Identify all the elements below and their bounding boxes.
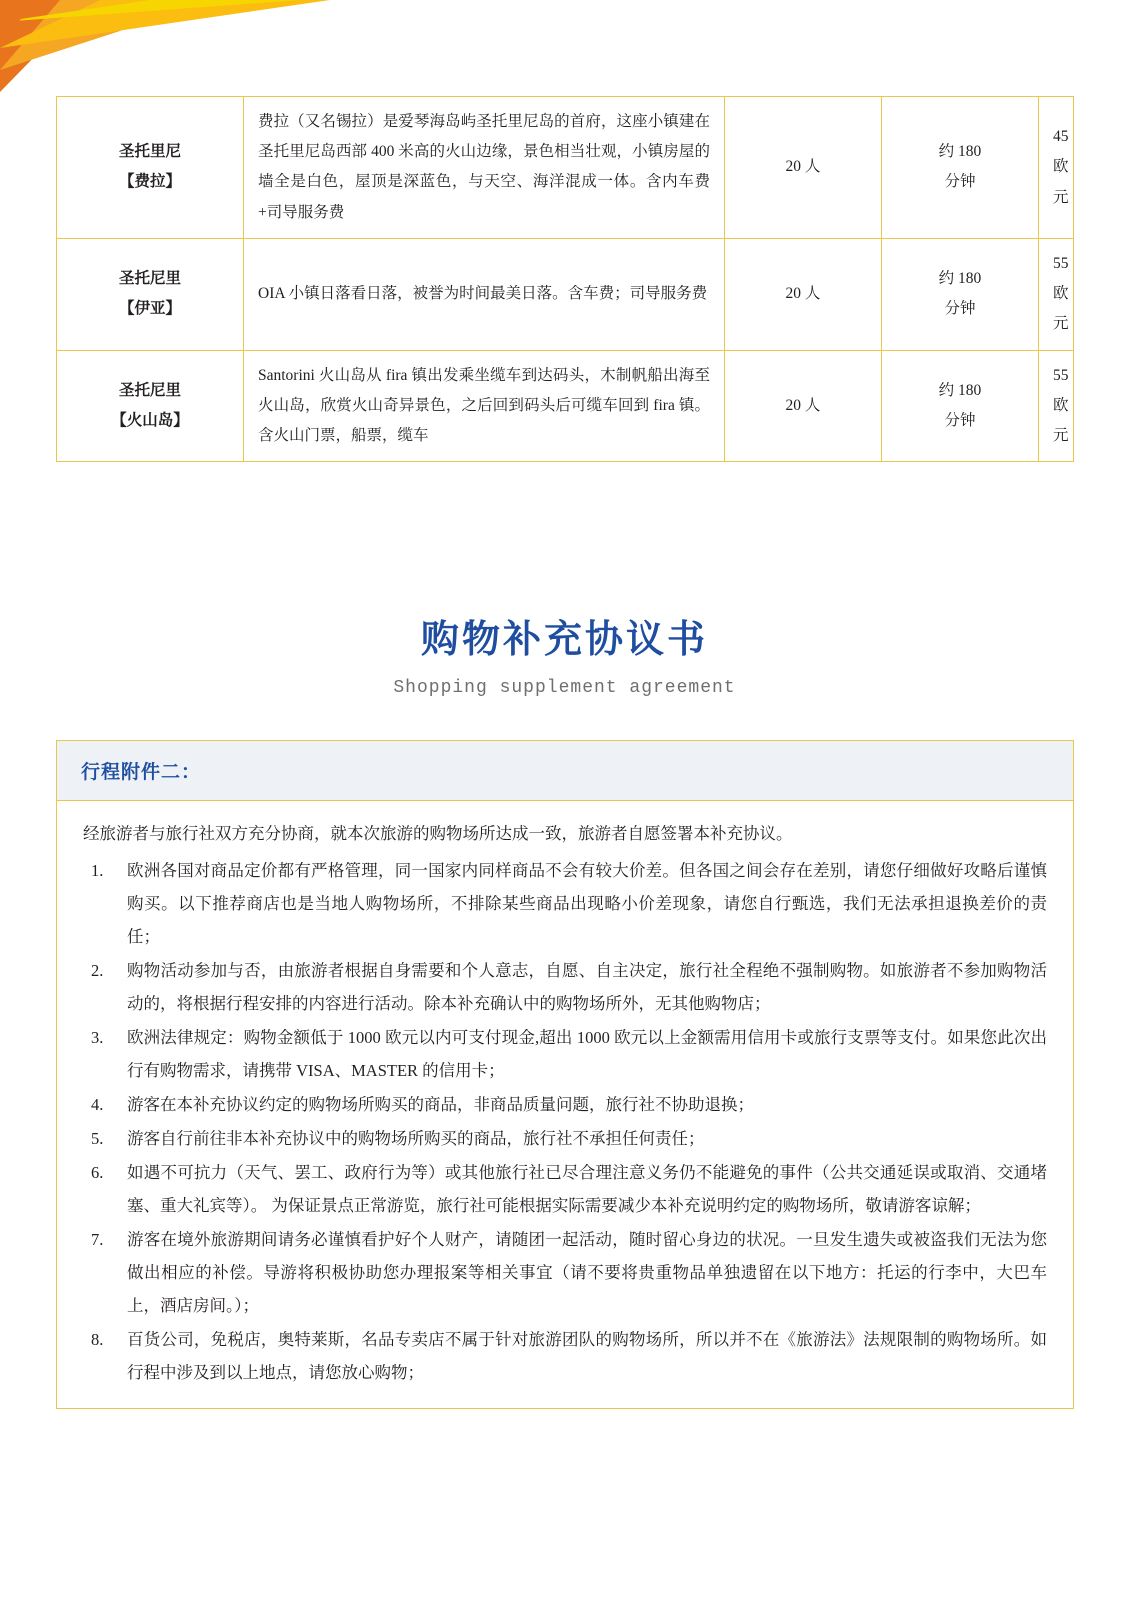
agreement-panel bbox=[56, 740, 1074, 1409]
row-price-cell: 45 欧元 bbox=[1039, 97, 1074, 239]
list-item: 欧洲各国对商品定价都有严格管理，同一国家内同样商品不会有较大价差。但各国之间会存在差别，请您仔细做好攻略后谨慎购买。以下推荐商店也是当地人购物场所，不排除某些商品出现略小价差现象，请您自行甄选，我们无法承担退换差价的责任； bbox=[127, 861, 1047, 946]
table-row bbox=[57, 97, 1074, 239]
list-item: 游客在境外旅游期间请务必谨慎看护好个人财产，请随团一起活动，随时留心身边的状况。一旦发生遗失或被盗我们无法为您做出相应的补偿。导游将积极协助您办理报案等相关事宜（请不要将贵重物品单独遗留在以下地方：托运的行李中，大巴车上，酒店房间。）； bbox=[127, 1230, 1047, 1315]
deco-triangle-corner bbox=[0, 0, 40, 40]
agreement-panel-body bbox=[57, 801, 1073, 1408]
row-duration-cell bbox=[882, 238, 1039, 350]
list-item: 游客自行前往非本补充协议中的购物场所购买的商品，旅行社不承担任何责任； bbox=[127, 1129, 705, 1148]
deco-triangle-lightyellow bbox=[0, 0, 300, 22]
agreement-panel-header: 行程附件二： bbox=[57, 741, 1073, 801]
row-pax-cell: 20 人 bbox=[725, 350, 882, 462]
row-description-cell: 费拉（又名锡拉）是爱琴海岛屿圣托里尼岛的首府，这座小镇建在圣托里尼岛西部 400 米高的火山边缘，景色相当壮观，小镇房屋的墙全是白色，屋顶是深蓝色，与天空、海洋混成一体。含内车费+司导服务费 bbox=[244, 97, 725, 239]
row-duration-cell bbox=[882, 350, 1039, 462]
row-place-cell bbox=[57, 238, 244, 350]
deco-triangle-yellow bbox=[0, 0, 330, 48]
row-price-cell: 55 欧元 bbox=[1039, 350, 1074, 462]
row-pax-cell: 20 人 bbox=[725, 97, 882, 239]
duration-line2: 分钟 bbox=[944, 300, 976, 318]
duration-line2: 分钟 bbox=[944, 173, 976, 191]
row-duration-cell bbox=[882, 97, 1039, 239]
deco-triangle-orange bbox=[0, 0, 90, 92]
page-subtitle: Shopping supplement agreement bbox=[393, 677, 736, 698]
place-name-line1: 圣托里尼 bbox=[118, 143, 181, 161]
list-item: 百货公司，免税店，奥特莱斯，名品专卖店不属于针对旅游团队的购物场所，所以并不在《旅游法》法规限制的购物场所。如行程中涉及到以上地点，请您放心购物； bbox=[127, 1330, 1047, 1382]
itinerary-table bbox=[56, 96, 1074, 462]
list-item: 如遇不可抗力（天气、罢工、政府行为等）或其他旅行社已尽合理注意义务仍不能避免的事件（公共交通延误或取消、交通堵塞、重大礼宾等）。 为保证景点正常游览，旅行社可能根据实际需要减少本补充说明约定的购物场所，敬请游客谅解； bbox=[127, 1163, 1047, 1215]
duration-line1: 约 180 bbox=[938, 381, 982, 399]
deco-triangle-amber bbox=[0, 0, 215, 70]
place-name-line2: 【伊亚】 bbox=[118, 300, 181, 318]
page-title: 购物补充协议书 bbox=[420, 619, 708, 661]
place-name-line2: 【费拉】 bbox=[118, 173, 181, 191]
agreement-terms-list bbox=[83, 854, 1047, 1389]
place-name-line2: 【火山岛】 bbox=[111, 411, 189, 429]
agreement-intro: 经旅游者与旅行社双方充分协商，就本次旅游的购物场所达成一致，旅游者自愿签署本补充协议。 bbox=[83, 824, 793, 843]
section-heading bbox=[0, 618, 1129, 698]
duration-line2: 分钟 bbox=[944, 411, 976, 429]
row-pax-cell: 20 人 bbox=[725, 238, 882, 350]
duration-line1: 约 180 bbox=[938, 269, 982, 287]
list-item: 游客在本补充协议约定的购物场所购买的商品，非商品质量问题，旅行社不协助退换； bbox=[127, 1095, 754, 1114]
place-name-line1: 圣托尼里 bbox=[118, 381, 181, 399]
table-row bbox=[57, 238, 1074, 350]
list-item: 欧洲法律规定：购物金额低于 1000 欧元以内可支付现金,超出 1000 欧元以上金额需用信用卡或旅行支票等支付。如果您此次出行有购物需求，请携带 VISA、MASTER 的信用卡； bbox=[127, 1028, 1047, 1080]
place-name-line1: 圣托尼里 bbox=[118, 269, 181, 287]
itinerary-table-wrapper bbox=[56, 96, 1074, 462]
row-place-cell bbox=[57, 350, 244, 462]
table-row bbox=[57, 350, 1074, 462]
row-description-cell: Santorini 火山岛从 fira 镇出发乘坐缆车到达码头，木制帆船出海至火山岛，欣赏火山奇异景色，之后回到码头后可缆车回到 fira 镇。含火山门票，船票，缆车 bbox=[244, 350, 725, 462]
list-item: 购物活动参加与否，由旅游者根据自身需要和个人意志，自愿、自主决定，旅行社全程绝不强制购物。如旅游者不参加购物活动的，将根据行程安排的内容进行活动。除本补充确认中的购物场所外，无其他购物店； bbox=[127, 961, 1047, 1013]
corner-decoration bbox=[0, 0, 330, 110]
row-place-cell bbox=[57, 97, 244, 239]
duration-line1: 约 180 bbox=[938, 143, 982, 161]
row-description-cell: OIA 小镇日落看日落，被誉为时间最美日落。含车费；司导服务费 bbox=[244, 238, 725, 350]
row-price-cell: 55 欧元 bbox=[1039, 238, 1074, 350]
